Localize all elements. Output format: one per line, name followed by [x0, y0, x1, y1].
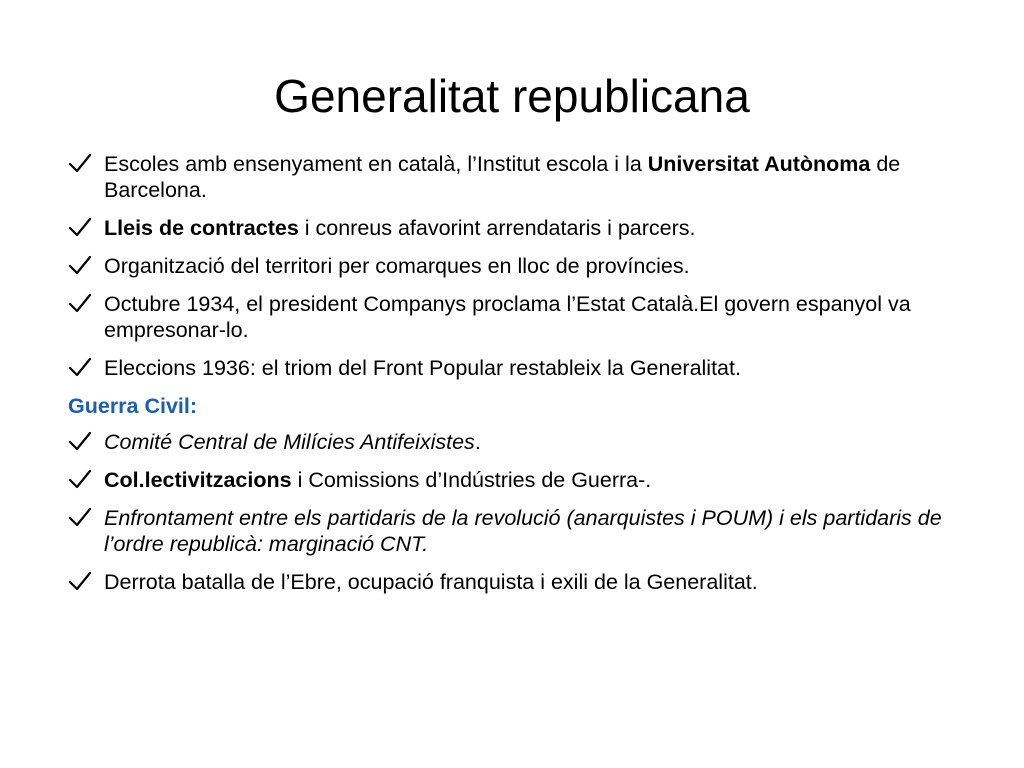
bullet-text: [104, 356, 741, 380]
text-run: Octubre 1934, el president Companys proclama l’Estat Català.El govern espanyol va empresonar-lo.: [104, 292, 911, 342]
bullet-text: [68, 394, 197, 418]
text-run: Universitat Autònoma: [647, 152, 871, 176]
text-run: Enfrontament entre els partidaris de la revolució (anarquistes i POUM) i els partidaris de l’ordre republicà: marginació CNT.: [104, 506, 942, 556]
text-run: Eleccions 1936: el triom del Front Popular restableix la Generalitat.: [104, 356, 741, 380]
bullet-item: [68, 355, 973, 381]
checkmark-icon: [68, 254, 92, 276]
checkmark-icon: [68, 292, 92, 314]
bullet-item: [68, 151, 973, 203]
bullet-text: [104, 254, 690, 278]
bullet-item: [68, 215, 973, 241]
checkmark-icon: [68, 152, 92, 174]
text-run: Lleis de contractes: [104, 216, 299, 240]
bullet-item: [68, 291, 973, 343]
text-run: i conreus afavorint arrendataris i parcers.: [298, 216, 696, 240]
bullet-text: [104, 468, 651, 492]
checkmark-icon: [68, 216, 92, 238]
bullet-item: [68, 429, 973, 455]
text-run: Guerra Civil:: [68, 394, 198, 418]
bullet-text: [104, 506, 942, 556]
bullet-item: [68, 505, 973, 557]
text-run: Derrota batalla de l’Ebre, ocupació franquista i exili de la Generalitat.: [104, 570, 758, 594]
slide-title: Generalitat republicana: [274, 70, 750, 122]
checkmark-icon: [68, 570, 92, 592]
bullet-text: [104, 570, 758, 594]
checkmark-icon: [68, 430, 92, 452]
bullet-text: [104, 216, 696, 240]
checkmark-icon: [68, 506, 92, 528]
bullet-item: [68, 569, 973, 595]
section-heading: [68, 393, 973, 419]
bullet-text: [104, 152, 900, 202]
bullet-text: [104, 430, 481, 454]
bullet-item: [68, 253, 973, 279]
text-run: de Barcelona.: [104, 152, 901, 202]
bullet-list: [68, 151, 973, 607]
bullet-item: [68, 467, 973, 493]
checkmark-icon: [68, 468, 92, 490]
text-run: Organització del territori per comarques en lloc de províncies.: [104, 254, 690, 278]
text-run: Escoles amb ensenyament en català, l’Institut escola i la: [104, 152, 648, 176]
checkmark-icon: [68, 356, 92, 378]
text-run: Comité Central de Milícies Antifeixistes: [104, 430, 475, 454]
text-run: Col.lectivitzacions: [104, 468, 292, 492]
bullet-text: [104, 292, 911, 342]
text-run: .: [474, 430, 481, 454]
text-run: i Comissions d’Indústries de Guerra-.: [291, 468, 652, 492]
